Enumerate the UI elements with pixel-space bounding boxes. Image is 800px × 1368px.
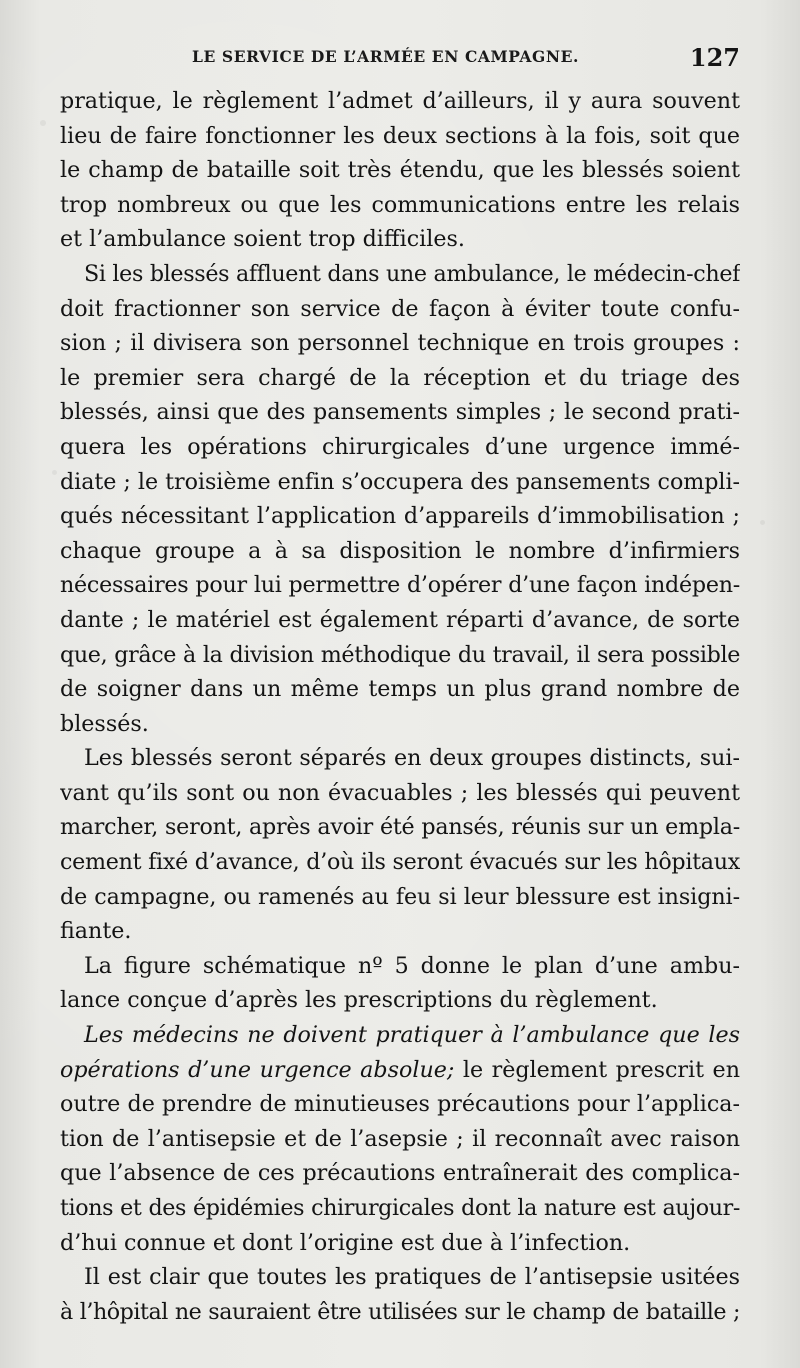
text-line: tions et des épidémies chirurgicales dont la nature est aujour- [60, 1195, 740, 1221]
text-line: doit fractionner son service de façon à éviter toute confu- [60, 295, 740, 322]
text-line: de campagne, ou ramenés au feu si leur blessure est insigni- [60, 883, 740, 910]
italic-phrase: opérations d’une urgence absolue; [60, 1056, 455, 1083]
text-line: La figure schématique nº 5 donne le plan d’une ambu- [84, 952, 740, 979]
page-number: 127 [689, 43, 740, 72]
page-speck [40, 120, 46, 126]
text-line: qués nécessitant l’application d’appareils d’immobilisation ; [60, 503, 740, 530]
text-line: chaque groupe a à sa disposition le nombre d’infirmiers [60, 537, 740, 564]
text-line: Si les blessés affluent dans une ambulance, le médecin-chef [84, 260, 740, 287]
text-line: tion de l’antisepsie et de l’asepsie ; il reconnaît avec raison [60, 1125, 740, 1152]
text-line: d’hui connue et dont l’origine est due à l’infection. [60, 1229, 631, 1256]
text-line: le premier sera chargé de la réception et du triage des [60, 364, 740, 391]
text-line: pratique, le règlement l’admet d’ailleurs, il y aura souvent [60, 88, 740, 114]
text-line: sion ; il divisera son personnel technique en trois groupes : [60, 330, 740, 357]
text-line: fiante. [60, 918, 132, 945]
text-line: lance conçue d’après les prescriptions du règlement. [60, 987, 658, 1014]
text-line: dante ; le matériel est également réparti d’avance, de sorte [60, 606, 740, 633]
line-remainder: le règlement prescrit en [454, 1056, 740, 1083]
text-line: outre de prendre de minutieuses précautions pour l’applica- [60, 1091, 740, 1118]
running-head: LE SERVICE DE L’ARMÉE EN CAMPAGNE. [192, 47, 580, 66]
text-line: Les blessés seront séparés en deux groupes distincts, sui- [84, 745, 740, 772]
page-speck [52, 470, 57, 475]
text-line: blessés, ainsi que des pansements simples ; le second prati- [60, 399, 740, 426]
text-line [60, 1053, 740, 1088]
page-speck [760, 520, 765, 525]
text-line: marcher, seront, après avoir été pansés, réunis sur un empla- [60, 814, 740, 841]
text-line: blessés. [60, 710, 149, 737]
text-line: cement fixé d’avance, d’où ils seront évacués sur les hôpitaux [60, 849, 740, 876]
text-line: que, grâce à la division méthodique du travail, il sera possible [60, 641, 740, 668]
text-line: Il est clair que toutes les pratiques de l’antisepsie usitées [84, 1264, 740, 1291]
text-line: que l’absence de ces précautions entraînerait des complica- [60, 1160, 740, 1187]
text-line: et l’ambulance soient trop difficiles. [60, 226, 465, 253]
text-line: nécessaires pour lui permettre d’opérer d’une façon indépen- [60, 572, 740, 599]
text-line: Les médecins ne doivent pratiquer à l’ambulance que les [84, 1022, 740, 1049]
text-line: vant qu’ils sont ou non évacuables ; les blessés qui peuvent [60, 779, 740, 806]
text-line: lieu de faire fonctionner les deux sections à la fois, soit que [60, 122, 740, 149]
text-line: diate ; le troisième enfin s’occupera des pansements compli- [60, 468, 740, 495]
text-line: trop nombreux ou que les communications entre les relais [60, 191, 740, 218]
text-line: de soigner dans un même temps un plus grand nombre de [60, 676, 740, 703]
body-text [60, 84, 740, 1329]
page-header [60, 43, 740, 79]
text-line: à l’hôpital ne sauraient être utilisées sur le champ de bataille ; [60, 1298, 740, 1325]
text-line: le champ de bataille soit très étendu, que les blessés soient [60, 157, 740, 184]
text-line: quera les opérations chirurgicales d’une urgence immé- [60, 433, 740, 460]
